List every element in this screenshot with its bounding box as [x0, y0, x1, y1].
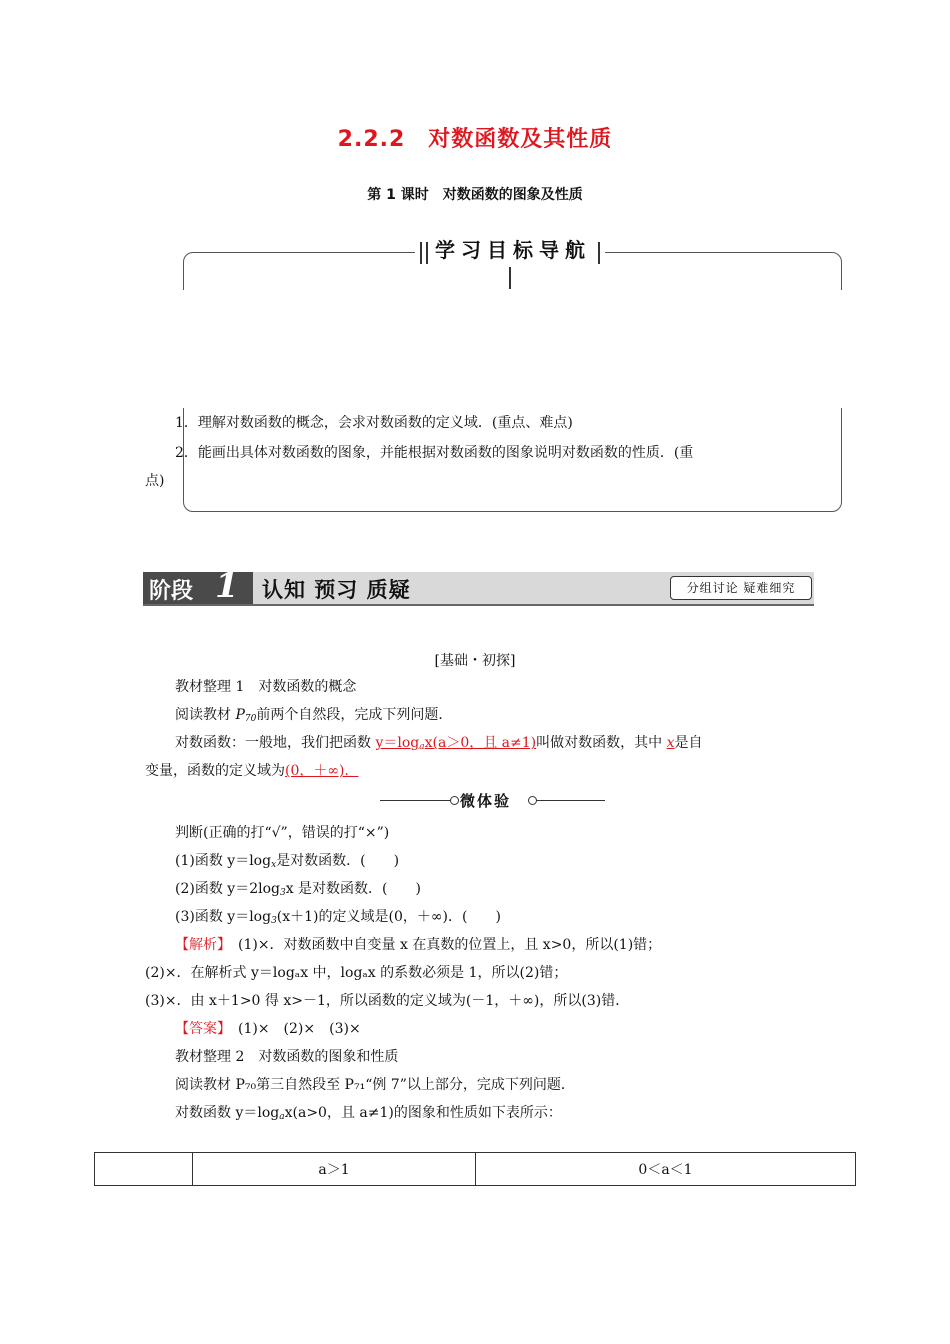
- domain-answer: (0，＋∞)．: [285, 763, 359, 779]
- micro-prompt: 判断(正确的打“√”，错误的打“×”): [175, 825, 390, 841]
- answer-line: 【答案】 (1)× (2)× (3)×: [175, 1021, 361, 1037]
- table-header-cell: [95, 1153, 193, 1186]
- goal-item-1: 1．理解对数函数的概念，会求对数函数的定义域．(重点、难点): [175, 415, 573, 431]
- goals-heading: [415, 233, 605, 271]
- page-title: 2.2.2 对数函数及其性质: [337, 127, 613, 152]
- goals-box-gap: [170, 290, 854, 408]
- properties-table: [94, 1152, 856, 1186]
- definition-formula: $y=\log_ax(a>0$，且 a≠1): [375, 735, 537, 752]
- section2-heading: 教材整理 2 对数函数的图象和性质: [175, 1049, 399, 1065]
- section1-read: 阅读教材 $P_{70}$前两个自然段，完成下列问题．: [175, 707, 453, 724]
- table-header-cell: a＞1: [193, 1153, 476, 1186]
- stage-number: 1: [215, 566, 239, 606]
- page-subtitle: 第 1 课时 对数函数的图象及性质: [367, 187, 583, 203]
- table-header-cell: 0＜a＜1: [476, 1153, 856, 1186]
- analysis-line-1: 【解析】 (1)×．对数函数中自变量 x 在真数的位置上，且 x>0，所以(1)错；: [175, 937, 662, 953]
- analysis-line-3: (3)×．由 x＋1>0 得 x>－1，所以函数的定义域为(－1，＋∞)，所以(3)错．: [145, 993, 630, 1009]
- section-tag: [基础・初探]: [434, 653, 516, 669]
- table-row: [95, 1153, 856, 1186]
- micro-question-1: (1)函数 $y=\log_x$是对数函数．( ): [175, 853, 400, 870]
- goals-heading-text: 学习目标导航: [435, 238, 591, 262]
- micro-label: 微体验: [460, 792, 512, 810]
- section1-definition-cont: 变量，函数的定义域为(0，＋∞)．: [145, 763, 359, 779]
- stage-title: 认知 预习 质疑: [262, 578, 411, 602]
- stage-badge: 分组讨论 疑难细究: [670, 576, 812, 600]
- stage-label: 阶段: [149, 579, 194, 604]
- section2-intro: 对数函数 $y=\log_ax(a>0$，且 a≠1)的图象和性质如下表所示：: [175, 1105, 562, 1122]
- micro-question-3: (3)函数 $y=\log_3(x+1)$的定义域是(0，＋∞)．( ): [175, 909, 501, 926]
- analysis-tag: 【解析】: [175, 937, 224, 953]
- stage-label-block: [143, 566, 253, 606]
- analysis-line-2: (2)×．在解析式 y＝logₐx 中，logₐx 的系数必须是 1，所以(2)错；: [145, 965, 568, 981]
- micro-divider: [380, 790, 605, 812]
- answer-tag: 【答案】: [175, 1021, 224, 1037]
- section2-read: 阅读教材 P₇₀第三自然段至 P₇₁“例 7”以上部分，完成下列问题．: [175, 1077, 575, 1093]
- section1-heading: 教材整理 1 对数函数的概念: [175, 679, 357, 695]
- goal-item-2: 2．能画出具体对数函数的图象，并能根据对数函数的图象说明对数函数的性质．(重: [175, 445, 694, 461]
- micro-question-2: (2)函数 $y=2\log_3x$ 是对数函数．( ): [175, 881, 421, 898]
- section1-definition: 对数函数：一般地，我们把函数 $y=\log_ax(a>0$，且 a≠1)叫做对数函数，其中 x是自: [175, 735, 703, 752]
- goal-item-2-cont: 点): [145, 473, 165, 489]
